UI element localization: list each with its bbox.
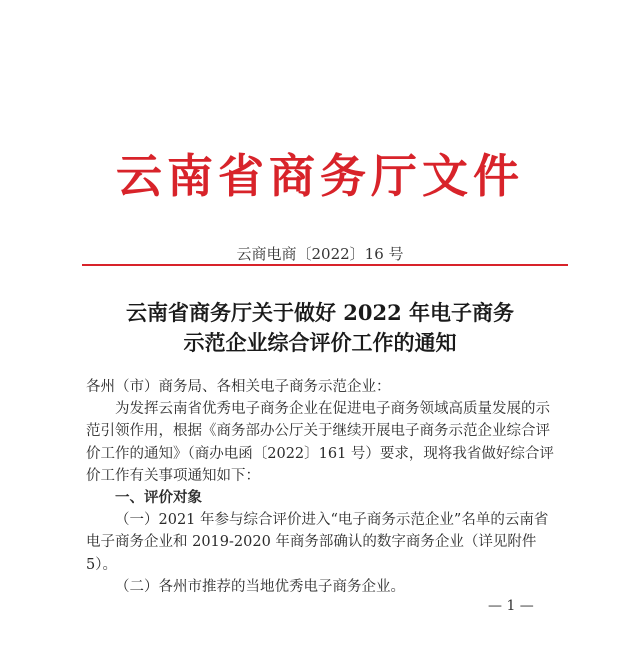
addressee: 各州（市）商务局、各相关电子商务示范企业： [86,379,391,395]
section-heading: 一、评价对象 [115,490,202,507]
document-number: 云商电商〔2022〕16 号 [236,245,404,263]
document-header-title: 云南省商务厅文件 [116,149,524,203]
document-body [86,376,562,598]
list-item: （一）2021 年参与综合评价进入“电子商务示范企业”名单的云南省电子商务企业和 2019-2020 年商务部确认的数字商务企业（详见附件 5）。 [86,512,549,573]
notice-title-line-1: 云南省商务厅关于做好 2022 年电子商务 [125,300,515,325]
red-divider [82,264,568,266]
page-number: — 1 — [488,598,534,614]
list-item: （二）各州市推荐的当地优秀电子商务企业。 [115,578,405,595]
notice-title [0,298,640,358]
notice-title-line-2: 示范企业综合评价工作的通知 [183,330,457,355]
intro-paragraph: 为发挥云南省优秀电子商务企业在促进电子商务领域高质量发展的示范引领作用，根据《商务部办公厅关于继续开展电子商务示范企业综合评价工作的通知》（商办电函〔2022〕161 号）要求，现将我省做好综合评价工作有关事项通知如下： [86,401,554,484]
